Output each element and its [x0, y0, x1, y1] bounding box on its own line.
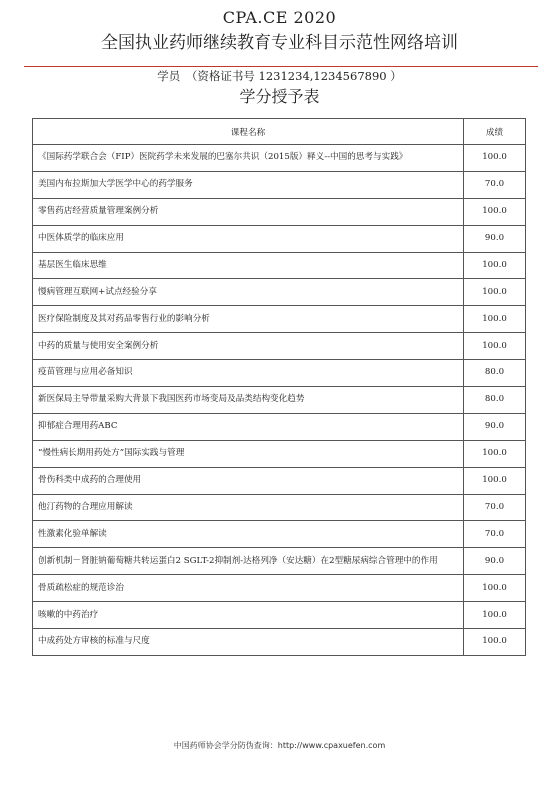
certificate-number: （资格证书号 1231234,1234567890 ） — [185, 69, 402, 83]
course-name-cell: 零售药店经营质量管理案例分析 — [33, 198, 464, 225]
score-cell: 90.0 — [464, 225, 526, 252]
table-row — [33, 521, 526, 548]
table-body — [33, 145, 526, 656]
score-cell: 80.0 — [464, 387, 526, 414]
course-name-cell: 医疗保险制度及其对药品零售行业的影响分析 — [33, 306, 464, 333]
course-name-cell: 基层医生临床思维 — [33, 252, 464, 279]
document-code: CPA.CE 2020 — [222, 8, 337, 27]
score-cell: 100.0 — [464, 252, 526, 279]
score-cell: 100.0 — [464, 602, 526, 629]
score-cell: 70.0 — [464, 171, 526, 198]
student-line — [0, 68, 559, 84]
table-row — [33, 171, 526, 198]
score-cell: 100.0 — [464, 333, 526, 360]
course-name-cell: 抑郁症合理用药ABC — [33, 413, 464, 440]
course-name-cell: “慢性病长期用药处方”国际实践与管理 — [33, 440, 464, 467]
table-header-row — [33, 119, 526, 145]
course-name-cell: 创新机制－肾脏钠葡萄糖共转运蛋白2 SGLT-2抑制剂-达格列净（安达糖）在2型糖尿病综合管理中的作用 — [33, 548, 464, 575]
table-row — [33, 306, 526, 333]
verification-footer: 中国药师协会学分防伪查询：http://www.cpaxuefen.com — [173, 741, 386, 750]
table-row — [33, 198, 526, 225]
course-name-cell: 中医体质学的临床应用 — [33, 225, 464, 252]
score-cell: 100.0 — [464, 467, 526, 494]
course-name-cell: 骨质疏松症的规范诊治 — [33, 575, 464, 602]
course-name-cell: 新医保局主导带量采购大背景下我国医药市场变局及品类结构变化趋势 — [33, 387, 464, 414]
table-row — [33, 494, 526, 521]
score-cell: 100.0 — [464, 198, 526, 225]
course-name-cell: 中成药处方审核的标准与尺度 — [33, 629, 464, 656]
score-cell: 100.0 — [464, 575, 526, 602]
score-cell: 90.0 — [464, 413, 526, 440]
table-row — [33, 548, 526, 575]
course-name-cell: 疫苗管理与应用必备知识 — [33, 360, 464, 387]
course-name-cell: 咳嗽的中药治疗 — [33, 602, 464, 629]
score-header: 成绩 — [464, 119, 526, 145]
document-subtitle: 学分授予表 — [239, 87, 320, 106]
course-name-cell: 美国内布拉斯加大学医学中心的药学服务 — [33, 171, 464, 198]
score-cell: 100.0 — [464, 629, 526, 656]
header-divider — [24, 66, 538, 67]
table-row — [33, 279, 526, 306]
course-name-cell: 性激素化验单解读 — [33, 521, 464, 548]
student-label: 学员 — [157, 69, 181, 83]
course-name-cell: 中药的质量与使用安全案例分析 — [33, 333, 464, 360]
course-name-cell: 《国际药学联合会（FIP）医院药学未来发展的巴塞尔共识（2015版）释义--中国的思考与实践》 — [33, 145, 464, 172]
score-cell: 100.0 — [464, 306, 526, 333]
course-name-header: 课程名称 — [33, 119, 464, 145]
credits-table — [32, 118, 526, 656]
score-cell: 80.0 — [464, 360, 526, 387]
table-row — [33, 360, 526, 387]
score-cell: 100.0 — [464, 279, 526, 306]
table-row — [33, 575, 526, 602]
table-row — [33, 602, 526, 629]
table-row — [33, 252, 526, 279]
table-row — [33, 387, 526, 414]
table-row — [33, 440, 526, 467]
table-row — [33, 467, 526, 494]
score-cell: 70.0 — [464, 521, 526, 548]
table-row — [33, 333, 526, 360]
document-title: 全国执业药师继续教育专业科目示范性网络培训 — [101, 33, 458, 53]
table-row — [33, 629, 526, 656]
score-cell: 90.0 — [464, 548, 526, 575]
table-row — [33, 145, 526, 172]
score-cell: 100.0 — [464, 145, 526, 172]
table-row — [33, 413, 526, 440]
table-row — [33, 225, 526, 252]
score-cell: 70.0 — [464, 494, 526, 521]
score-cell: 100.0 — [464, 440, 526, 467]
course-name-cell: 骨伤科类中成药的合理使用 — [33, 467, 464, 494]
course-name-cell: 他汀药物的合理应用解读 — [33, 494, 464, 521]
course-name-cell: 慢病管理互联网+试点经验分享 — [33, 279, 464, 306]
